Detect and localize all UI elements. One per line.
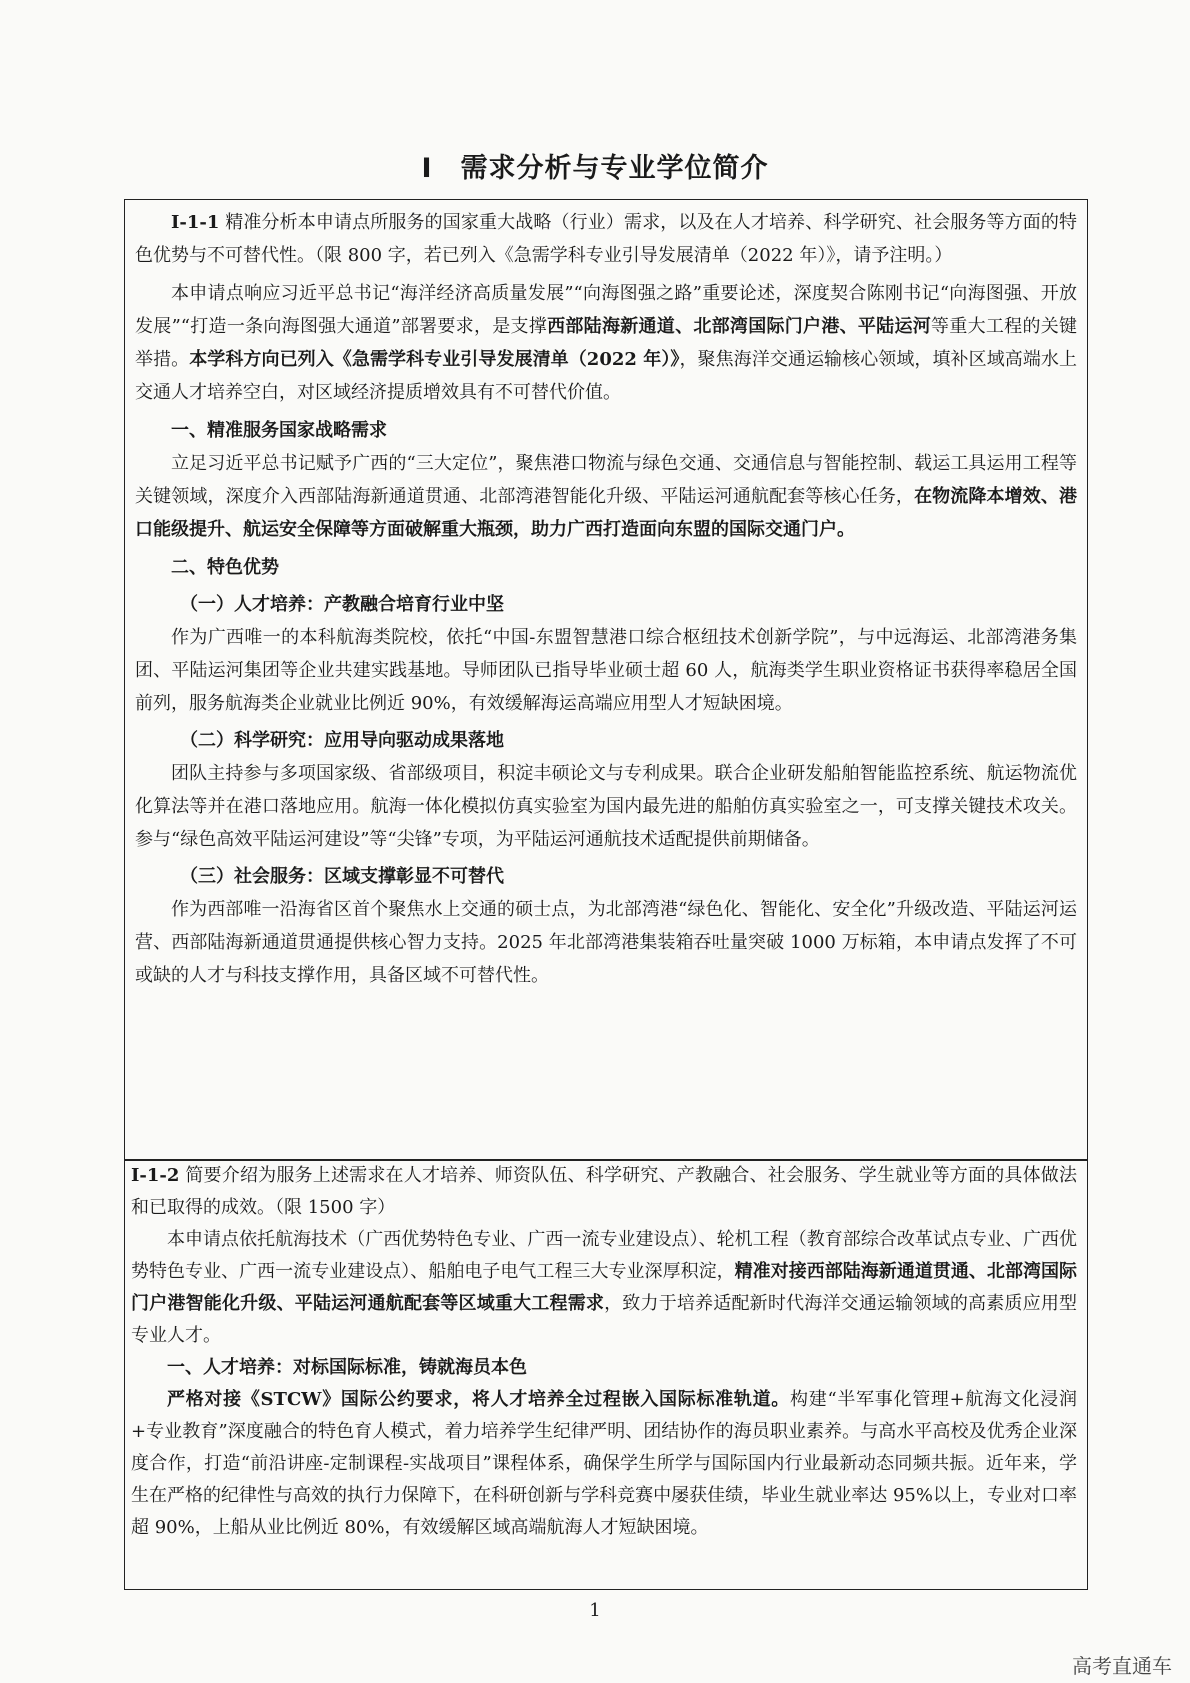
paragraph-foundation: 本申请点依托航海技术（广西优势特色专业、广西一流专业建设点）、轮机工程（教育部综合改革试点专业、广西优势特色专业、广西一流专业建设点）、船舶电子电气工程三大专业深厚积淀，精准对接西部陆海新通道贯通、北部湾国际门户港智能化升级、平陆运河通航配套等区域重大工程需求，致力于培养适配新时代海洋交通运输领域的高素质应用型专业人才。 [131, 1229, 1078, 1346]
heading-talent-training: 一、人才培养：对标国际标准，铸就海员本色 [167, 1357, 527, 1378]
section-box-i-1-1 [124, 199, 1088, 1161]
page-title: I 需求分析与专业学位简介 [421, 153, 769, 184]
heading-advantages: 二、特色优势 [171, 557, 279, 578]
subheading-research: （二）科学研究：应用导向驱动成果落地 [180, 730, 504, 751]
section-label-2: I-1-2 [131, 1165, 180, 1186]
paragraph-talent-training: 严格对接《STCW》国际公约要求，将人才培养全过程嵌入国际标准轨道。构建“半军事化管理+航海文化浸润+专业教育”深度融合的特色育人模式，着力培养学生纪律严明、团结协作的海员职业素养。与高水平高校及优秀企业深度合作，打造“前沿讲座-定制课程-实战项目”课程体系，确保学生所学与国际国内行业最新动态同频共振。近年来，学生在严格的纪律性与高效的执行力保障下，在科研创新与学科竞赛中屡获佳绩，毕业生就业率达 95%以上，专业对口率超 90%，上船从业比例近 80%，有效缓解区域高端航海人才短缺困境。 [131, 1389, 1077, 1538]
heading-strategy: 一、精准服务国家战略需求 [171, 420, 387, 441]
section-prompt-2: I-1-2 简要介绍为服务上述需求在人才培养、师资队伍、科学研究、产教融合、社会服务、学生就业等方面的具体做法和已取得的成效。（限 1500 字） [131, 1165, 1077, 1218]
paragraph-talent: 作为广西唯一的本科航海类院校，依托“中国-东盟智慧港口综合枢纽技术创新学院”，与中远海运、北部湾港务集团、平陆运河集团等企业共建实践基地。导师团队已指导毕业硕士超 60 人，航海类学生职业资格证书获得率稳居全国前列，服务航海类企业就业比例近 90%，有效缓解海运高端应用型人才短缺困境。 [135, 627, 1077, 714]
paragraph-strategy: 立足习近平总书记赋予广西的“三大定位”，聚焦港口物流与绿色交通、交通信息与智能控制、载运工具运用工程等关键领域，深度介入西部陆海新通道贯通、北部湾港智能化升级、平陆运河通航配套等核心任务，在物流降本增效、港口能级提升、航运安全保障等方面破解重大瓶颈，助力广西打造面向东盟的国际交通门户。 [135, 453, 1078, 540]
section-box-i-1-2 [124, 1159, 1088, 1590]
page-number: 1 [589, 1600, 601, 1621]
section-label: I-1-1 [171, 212, 220, 233]
intro-paragraph: 本申请点响应习近平总书记“海洋经济高质量发展”“向海图强之路”重要论述，深度契合陈刚书记“向海图强、开放发展”“打造一条向海图强大通道”部署要求，是支撑西部陆海新通道、北部湾国际门户港、平陆运河等重大工程的关键举措。本学科方向已列入《急需学科专业引导发展清单（2022 年）》，聚焦海洋交通运输核心领域，填补区域高端水上交通人才培养空白，对区域经济提质增效具有不可替代价值。 [135, 283, 1078, 403]
subheading-service: （三）社会服务：区域支撑彰显不可替代 [180, 866, 504, 887]
section-prompt: I-1-1 精准分析本申请点所服务的国家重大战略（行业）需求，以及在人才培养、科学研究、社会服务等方面的特色优势与不可替代性。（限 800 字，若已列入《急需学科专业引导发展清单（2022 年）》，请予注明。） [135, 212, 1077, 266]
watermark: 高考直通车 [1072, 1654, 1172, 1678]
subheading-talent: （一）人才培养：产教融合培育行业中坚 [180, 594, 504, 615]
paragraph-service: 作为西部唯一沿海省区首个聚焦水上交通的硕士点，为北部湾港“绿色化、智能化、安全化”升级改造、平陆运河运营、西部陆海新通道贯通提供核心智力支持。2025 年北部湾港集装箱吞吐量突破 1000 万标箱，本申请点发挥了不可或缺的人才与科技支撑作用，具备区域不可替代性。 [135, 899, 1077, 986]
paragraph-research: 团队主持参与多项国家级、省部级项目，积淀丰硕论文与专利成果。联合企业研发船舶智能监控系统、航运物流优化算法等并在港口落地应用。航海一体化模拟仿真实验室为国内最先进的船舶仿真实验室之一，可支撑关键技术攻关。参与“绿色高效平陆运河建设”等“尖锋”专项，为平陆运河通航技术适配提供前期储备。 [135, 763, 1077, 850]
